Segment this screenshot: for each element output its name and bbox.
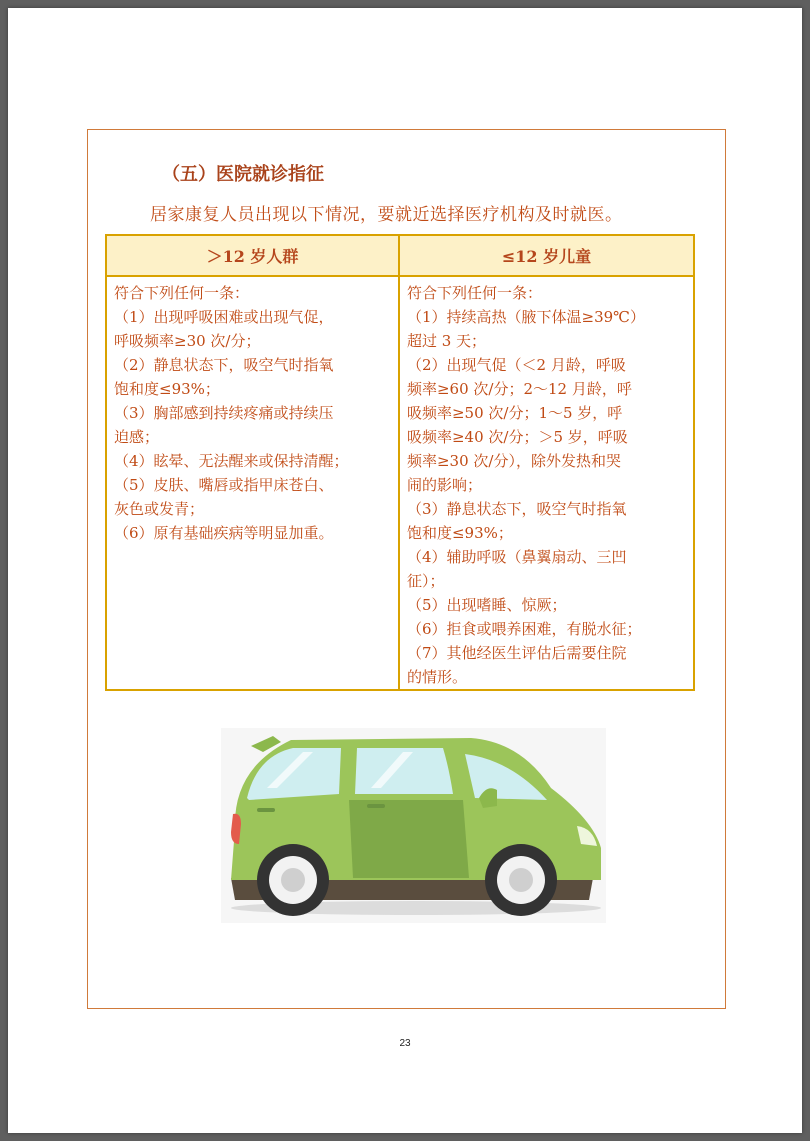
child-line: （6）拒食或喂养困难，有脱水征； (406, 620, 642, 638)
child-criteria-cell (399, 276, 694, 690)
section-heading: （五）医院就诊指征 (162, 164, 324, 185)
intro-paragraph: 居家康复人员出现以下情况，要就近选择医疗机构及时就医。 (150, 205, 623, 225)
child-line: 的情形。 (406, 668, 467, 686)
table-row (106, 276, 694, 690)
adult-line: 灰色或发青； (114, 500, 205, 518)
car-illustration (221, 728, 606, 923)
adult-line: （2）静息状态下，吸空气时指氧 (114, 356, 334, 374)
child-line: 符合下列任何一条： (406, 284, 542, 302)
child-line: （5）出现嗜睡、惊厥； (406, 596, 567, 614)
child-line: （2）出现气促（＜2 月龄，呼吸 (406, 356, 626, 374)
content-frame (87, 129, 726, 1009)
child-line: （4）辅助呼吸（鼻翼扇动、三凹 (406, 548, 627, 566)
adult-criteria-cell (106, 276, 399, 690)
child-line: 频率≥30 次/分），除外发热和哭 (406, 452, 621, 470)
adult-line: 饱和度≤93%； (114, 380, 220, 398)
header-children: ≤12 岁儿童 (399, 235, 694, 276)
child-line: 频率≥60 次/分；2～12 月龄，呼 (406, 380, 632, 398)
adult-line: 呼吸频率≥30 次/分； (114, 332, 261, 350)
child-line: 超过 3 天； (406, 332, 487, 350)
page-number: 23 (399, 1038, 411, 1049)
adult-line: （6）原有基础疾病等明显加重。 (114, 524, 334, 542)
child-line: 闹的影响； (406, 476, 482, 494)
adult-line: （4）眩晕、无法醒来或保持清醒； (114, 452, 349, 470)
child-line: （7）其他经医生评估后需要住院 (406, 644, 627, 662)
table-header-row (106, 235, 694, 276)
adult-line: （3）胸部感到持续疼痛或持续压 (114, 404, 334, 422)
adult-line: （5）皮肤、嘴唇或指甲床苍白、 (114, 476, 334, 494)
document-page (8, 8, 802, 1133)
child-line: 吸频率≥40 次/分；＞5 岁，呼吸 (406, 428, 628, 446)
header-adults: ＞12 岁人群 (106, 235, 399, 276)
adult-line: 迫感； (114, 428, 160, 446)
adult-line: （1）出现呼吸困难或出现气促， (114, 308, 334, 326)
child-line: 饱和度≤93%； (406, 524, 513, 542)
child-line: （1）持续高热（腋下体温≥39℃） (406, 308, 645, 326)
hospital-visit-indicators-table (105, 234, 695, 691)
child-line: 吸频率≥50 次/分；1～5 岁，呼 (406, 404, 623, 422)
child-line: 征）； (406, 572, 445, 590)
adult-line: 符合下列任何一条： (114, 284, 250, 302)
child-line: （3）静息状态下，吸空气时指氧 (406, 500, 627, 518)
